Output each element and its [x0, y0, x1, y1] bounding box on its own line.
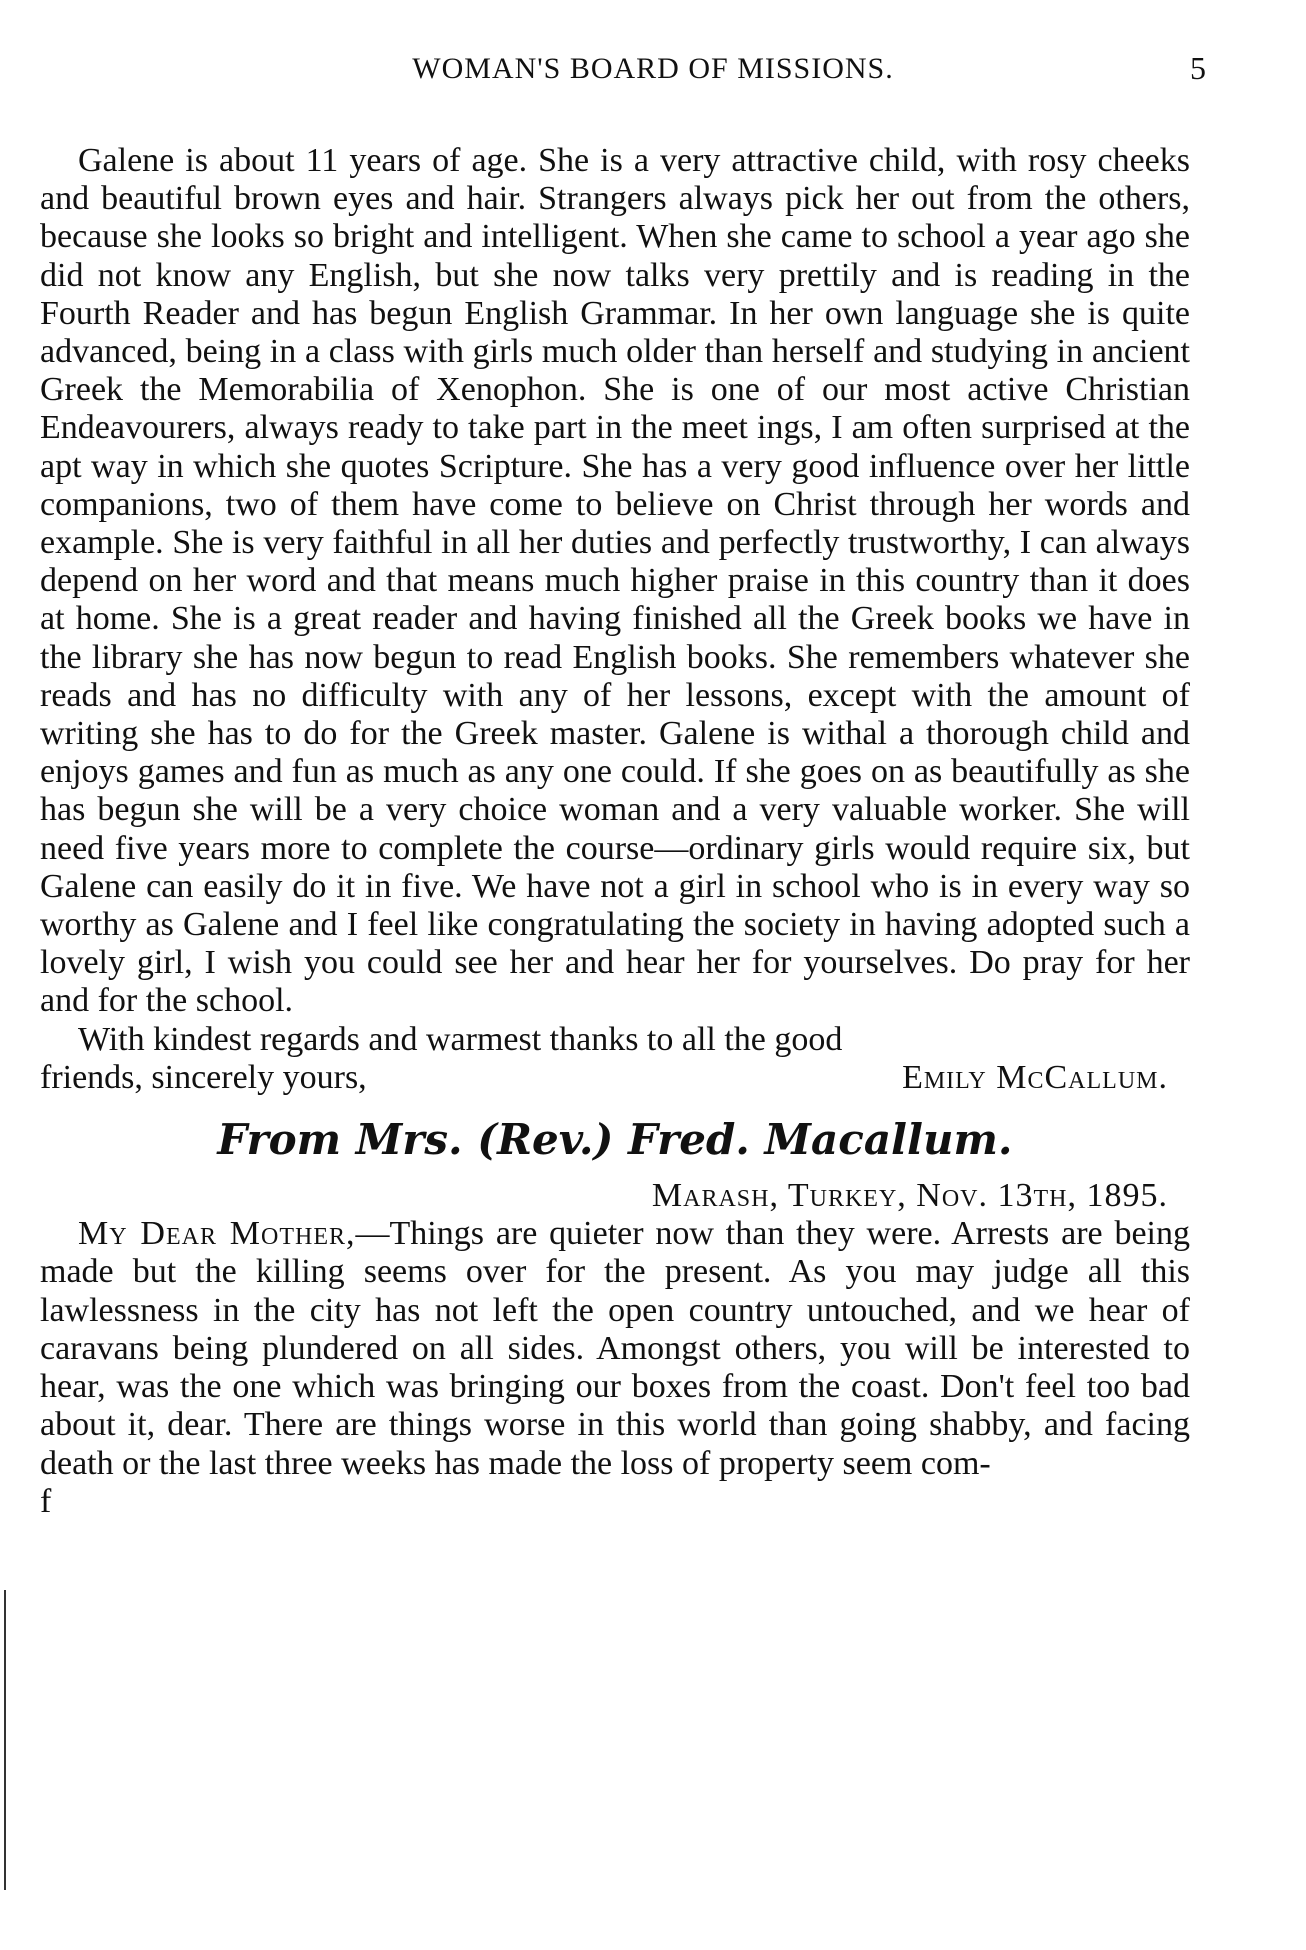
page-body: [40, 142, 1190, 1521]
dateline: Marash, Turkey, Nov. 13th, 1895.: [651, 1177, 1168, 1215]
letter-body-text: —Things are quieter now than they were. Arrests are being made but the killing seems over for the present. As you may judge all this lawlessness in the city has not left the open country untouched, and we hear of caravans being plundered on all sides. Amongst others, you will be interested to hear, was the one which was bringing our boxes from the coast. Don't feel too bad about it, dear. There are things worse in this world than going shabby, and facing death or the last three weeks has made the loss of property seem com-: [40, 1215, 1190, 1482]
closing-row: [40, 1059, 1190, 1097]
letter-heading: From Mrs. (Rev.) Fred. Macallum.: [217, 1115, 1013, 1165]
letter-paragraph-2: [40, 1215, 1190, 1482]
continuation-fragment: f: [40, 1482, 52, 1520]
letter-paragraph: Galene is about 11 years of age. She is a very attractive child, with rosy cheeks and beautiful brown eyes and hair. Strangers always pick her out from the others, because she looks so bright and intelligent. When she came to school a year ago she did not know any English, but she now talks very prettily and is reading in the Fourth Reader and has begun English Grammar. In her own language she is quite advanced, being in a class with girls much older than herself and studying in ancient Greek the Memorabilia of Xenophon. She is one of our most active Christian Endeavourers, always ready to take part in the meet ings, I am often surprised at the apt way in which she quotes Scripture. She has a very good influence over her little companions, two of them have come to believe on Christ through her words and example. She is very faithful in all her duties and perfectly trustworthy, I can always depend on her word and that means much higher praise in this country than it does at home. She is a great reader and having finished all the Greek books we have in the library she has now begun to read English books. She remembers whatever she reads and has no difficulty with any of her lessons, except with the amount of writing she has to do for the Greek master. Galene is withal a thorough child and enjoys games and fun as much as any one could. If she goes on as beautifully as she has begun she will be a very choice woman and a very valuable worker. She will need five years more to complete the course—ordinary girls would require six, but Galene can easily do it in five. We have not a girl in school who is in every way so worthy as Galene and I feel like congratulating the society in having adopted such a lovely girl, I wish you could see her and hear her for yourselves. Do pray for her and for the school.: [40, 142, 1190, 1020]
signature: Emily McCallum.: [902, 1058, 1168, 1096]
closing-line: With kindest regards and warmest thanks to all the good: [78, 1020, 843, 1058]
page-number: 5: [1190, 50, 1206, 86]
running-header: WOMAN'S BOARD OF MISSIONS.: [412, 52, 894, 85]
salutation: My Dear Mother,: [78, 1215, 356, 1253]
margin-rule: [4, 1590, 6, 1890]
closing-words: friends, sincerely yours,: [40, 1058, 367, 1096]
